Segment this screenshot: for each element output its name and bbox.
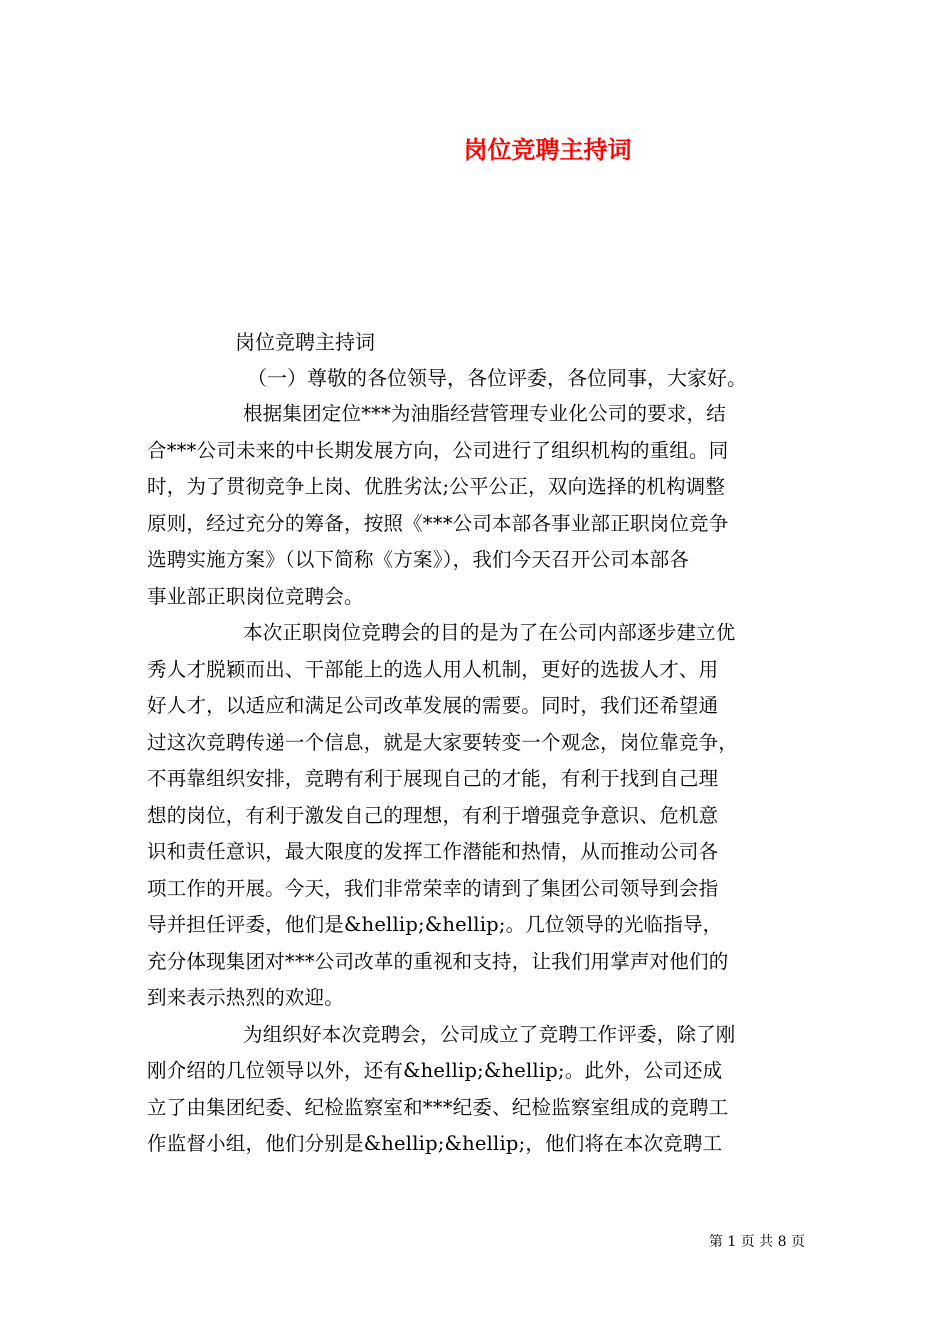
page-title: 岗位竞聘主持词 [463, 135, 632, 164]
document-body [147, 324, 807, 1163]
document-subtitle: 岗位竞聘主持词 [235, 330, 375, 354]
paragraph-1: 根据集团定位***为油脂经营管理专业化公司的要求，结 合***公司未来的中长期发展方向，公司进行了组织机构的重组。同 时，为了贯彻竞争上岗、优胜劣汰;公平公正，双向选择的机构调整 原则，经过充分的筹备，按照《***公司本部各事业部正职岗位竞争 选聘实施方案》（以下简称《方案》），我们今天召开公司本部各 事业部正职岗位竞聘会。 [147, 402, 729, 608]
page-number-footer: 第 1 页 共 8 页 [708, 1234, 805, 1250]
paragraph-2: 本次正职岗位竞聘会的目的是为了在公司内部逐步建立优 秀人才脱颖而出、干部能上的选人用人机制，更好的选拔人才、用 好人才，以适应和满足公司改革发展的需要。同时，我们还希望通 过这次竞聘传递一个信息，就是大家要转变一个观念，岗位靠竞争， 不再靠组织安排，竞聘有利于展现自己的才能，有利于找到自己理 想的岗位，有利于激发自己的理想，有利于增强竞争意识、危机意 识和责任意识，最大限度的发挥工作潜能和热情，从而推动公司各 项工作的开展。今天，我们非常荣幸的请到了集团公司领导到会指 导并担任评委，他们是&hellip;&hellip;。几位领导的光临指导， 充分体现集团对***公司改革的重视和支持，让我们用掌声对他们的 到来表示热烈的欢迎。 [147, 621, 739, 1009]
greeting-line: （一）尊敬的各位领导，各位评委，各位同事，大家好。 [247, 366, 747, 390]
paragraph-3: 为组织好本次竞聘会，公司成立了竞聘工作评委，除了刚 刚介绍的几位领导以外，还有&hellip;&hellip;。此外，公司还成 立了由集团纪委、纪检监察室和***纪委、纪检监察室组成的竞聘工 作监督小组，他们分别是&hellip;&hellip;，他们将在本次竞聘工 [147, 1022, 736, 1155]
